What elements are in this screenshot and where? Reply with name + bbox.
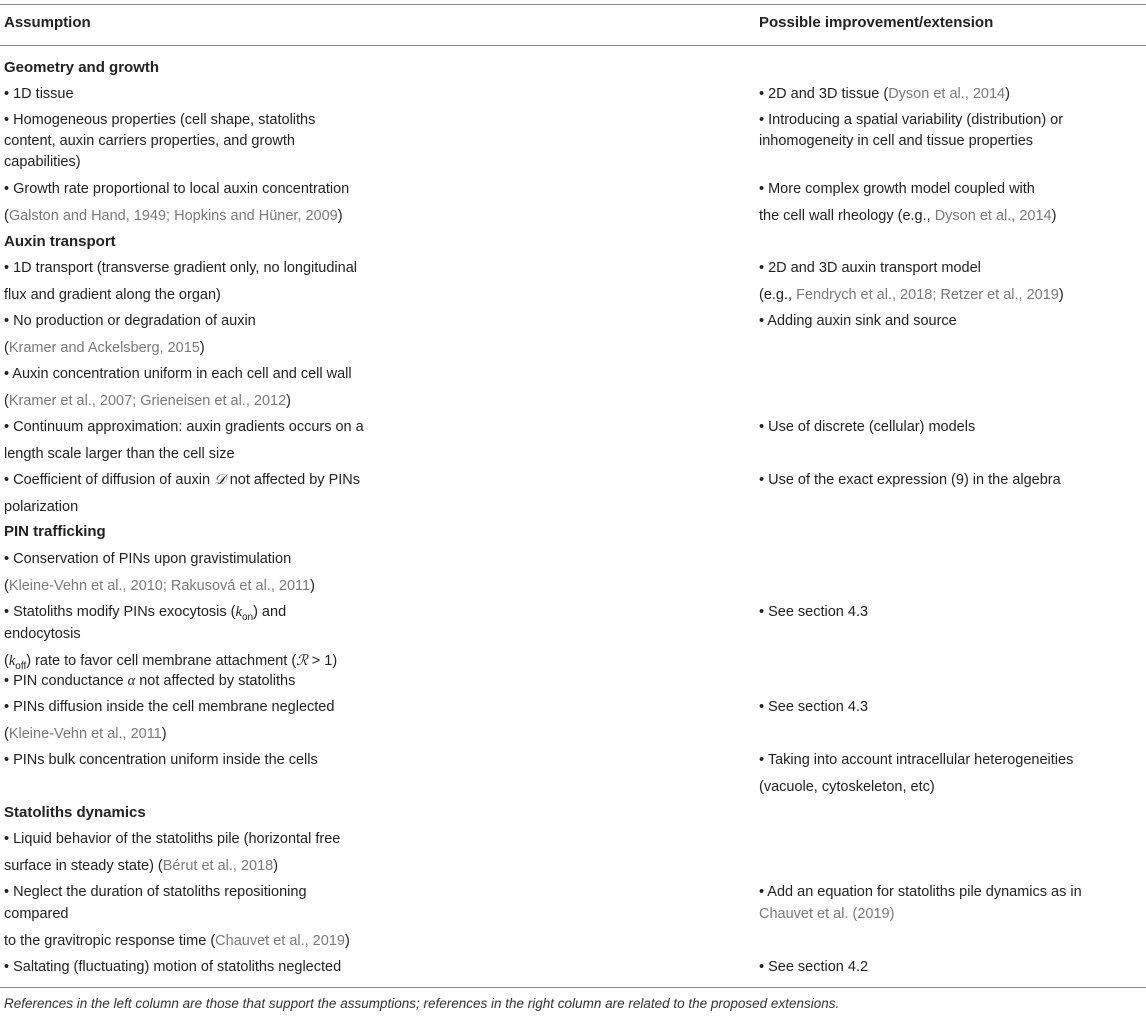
right-row-text: • See section 4.3: [759, 699, 869, 715]
right-row-text: • 2D and 3D tissue (Dyson et al., 2014): [759, 86, 1010, 102]
table-footnote: References in the left column are those that support the assumptions; references in the right column are related to the proposed extensions.: [4, 996, 840, 1011]
left-row-text: • Coefficient of diffusion of auxin 𝒟 not affected by PINs: [4, 472, 361, 488]
left-row-text: • Saltating (fluctuating) motion of statoliths neglected: [4, 959, 342, 975]
citation-link[interactable]: Kleine-Vehn et al., 2011: [8, 726, 162, 742]
citation-link[interactable]: Kramer et al., 2007: [8, 393, 133, 409]
left-row-text: endocytosis: [4, 626, 81, 642]
left-row-text: polarization: [4, 499, 79, 515]
left-row-text: $(k_{off})$ rate to favor cell membrane attachment (ℛ > 1): [4, 653, 338, 672]
section-auxin-transport: Auxin transport: [4, 233, 116, 250]
right-row-text: • Adding auxin sink and source: [759, 313, 957, 329]
math-symbol: 𝒟: [214, 472, 226, 488]
left-row-text: • 1D tissue: [4, 86, 74, 102]
right-row-text: • See section 4.2: [759, 959, 869, 975]
left-row-text: • Statoliths modify PINs exocytosis $(k_{on})$ and: [4, 604, 287, 623]
citation-link[interactable]: Hopkins and Hüner, 2009: [174, 208, 338, 224]
left-row-text: • PIN conductance α not affected by statoliths: [4, 673, 296, 689]
left-row-text: • Conservation of PINs upon gravistimulation: [4, 551, 292, 567]
left-row-text: length scale larger than the cell size: [4, 446, 235, 462]
left-row-text: • Homogeneous properties (cell shape, statoliths: [4, 112, 316, 128]
left-row-text: • No production or degradation of auxin: [4, 313, 256, 329]
left-row-text: • Growth rate proportional to local auxin concentration: [4, 181, 350, 197]
citation-link[interactable]: Rakusová et al., 2011: [170, 578, 311, 594]
math-symbol: α: [127, 673, 136, 689]
left-row-text: • 1D transport (transverse gradient only, no longitudinal: [4, 260, 357, 276]
right-row-text: • Use of discrete (cellular) models: [759, 419, 976, 435]
right-row-text: • Use of the exact expression (9) in the algebra: [759, 472, 1061, 488]
right-row-text: • Add an equation for statoliths pile dynamics as in: [759, 884, 1082, 900]
left-row-text: surface in steady state) (Bérut et al., 2018): [4, 858, 279, 874]
left-row-text: compared: [4, 906, 69, 922]
right-row-text: • More complex growth model coupled with: [759, 181, 1035, 197]
column-header-assumption: Assumption: [4, 14, 91, 31]
left-row-text: • PINs diffusion inside the cell membrane neglected: [4, 699, 335, 715]
citation-link[interactable]: Galston and Hand, 1949: [8, 208, 167, 224]
citation-link[interactable]: Chauvet et al. (2019): [759, 906, 895, 922]
table-bottom-rule: [0, 987, 1146, 988]
left-row-text: • PINs bulk concentration uniform inside the cells: [4, 752, 318, 768]
left-row-text: • Neglect the duration of statoliths repositioning: [4, 884, 307, 900]
left-row-text: (Kleine-Vehn et al., 2011): [4, 726, 167, 742]
citation-link[interactable]: Bérut et al., 2018: [162, 858, 274, 874]
math-symbol: ℛ: [296, 653, 308, 669]
left-row-text: • Continuum approximation: auxin gradients occurs on a: [4, 419, 364, 435]
column-header-extension: Possible improvement/extension: [759, 14, 994, 31]
header-rule: [0, 45, 1146, 46]
citation-link[interactable]: Dyson et al., 2014: [888, 86, 1006, 102]
section-geometry: Geometry and growth: [4, 59, 160, 76]
right-row-text: (vacuole, cytoskeleton, etc): [759, 779, 935, 795]
citation-link[interactable]: Fendrych et al., 2018: [796, 287, 933, 303]
left-row-text: flux and gradient along the organ): [4, 287, 221, 303]
table-top-rule: [0, 4, 1146, 5]
left-row-text: • Auxin concentration uniform in each cell and cell wall: [4, 366, 352, 382]
right-row-text: • 2D and 3D auxin transport model: [759, 260, 981, 276]
citation-link[interactable]: Chauvet et al., 2019: [215, 933, 345, 949]
section-pin-trafficking: PIN trafficking: [4, 523, 106, 540]
citation-link[interactable]: Grieneisen et al., 2012: [140, 393, 287, 409]
left-row-text: content, auxin carriers properties, and growth: [4, 133, 295, 149]
left-row-text: (Kramer and Ackelsberg, 2015): [4, 340, 205, 356]
left-row-text: to the gravitropic response time (Chauvet et al., 2019): [4, 933, 350, 949]
right-row-text: inhomogeneity in cell and tissue properties: [759, 133, 1034, 149]
citation-link[interactable]: Kramer and Ackelsberg, 2015: [8, 340, 200, 356]
citation-link[interactable]: Kleine-Vehn et al., 2010: [8, 578, 163, 594]
right-row-text: • Introducing a spatial variability (distribution) or: [759, 112, 1064, 128]
left-row-text: • Liquid behavior of the statoliths pile (horizontal free: [4, 831, 341, 847]
right-row-text: the cell wall rheology (e.g., Dyson et al., 2014): [759, 208, 1057, 224]
left-row-text: capabilities): [4, 154, 81, 170]
section-statoliths-dynamics: Statoliths dynamics: [4, 804, 146, 821]
citation-link[interactable]: Retzer et al., 2019: [940, 287, 1059, 303]
left-row-text: (Kleine-Vehn et al., 2010; Rakusová et al., 2011): [4, 578, 315, 594]
left-row-text: (Galston and Hand, 1949; Hopkins and Hüner, 2009): [4, 208, 343, 224]
right-row-text: • See section 4.3: [759, 604, 869, 620]
right-row-text: (e.g., Fendrych et al., 2018; Retzer et al., 2019): [759, 287, 1064, 303]
citation-link[interactable]: Dyson et al., 2014: [934, 208, 1052, 224]
right-row-text: • Taking into account intracellular heterogeneities: [759, 752, 1074, 768]
left-row-text: (Kramer et al., 2007; Grieneisen et al., 2012): [4, 393, 291, 409]
